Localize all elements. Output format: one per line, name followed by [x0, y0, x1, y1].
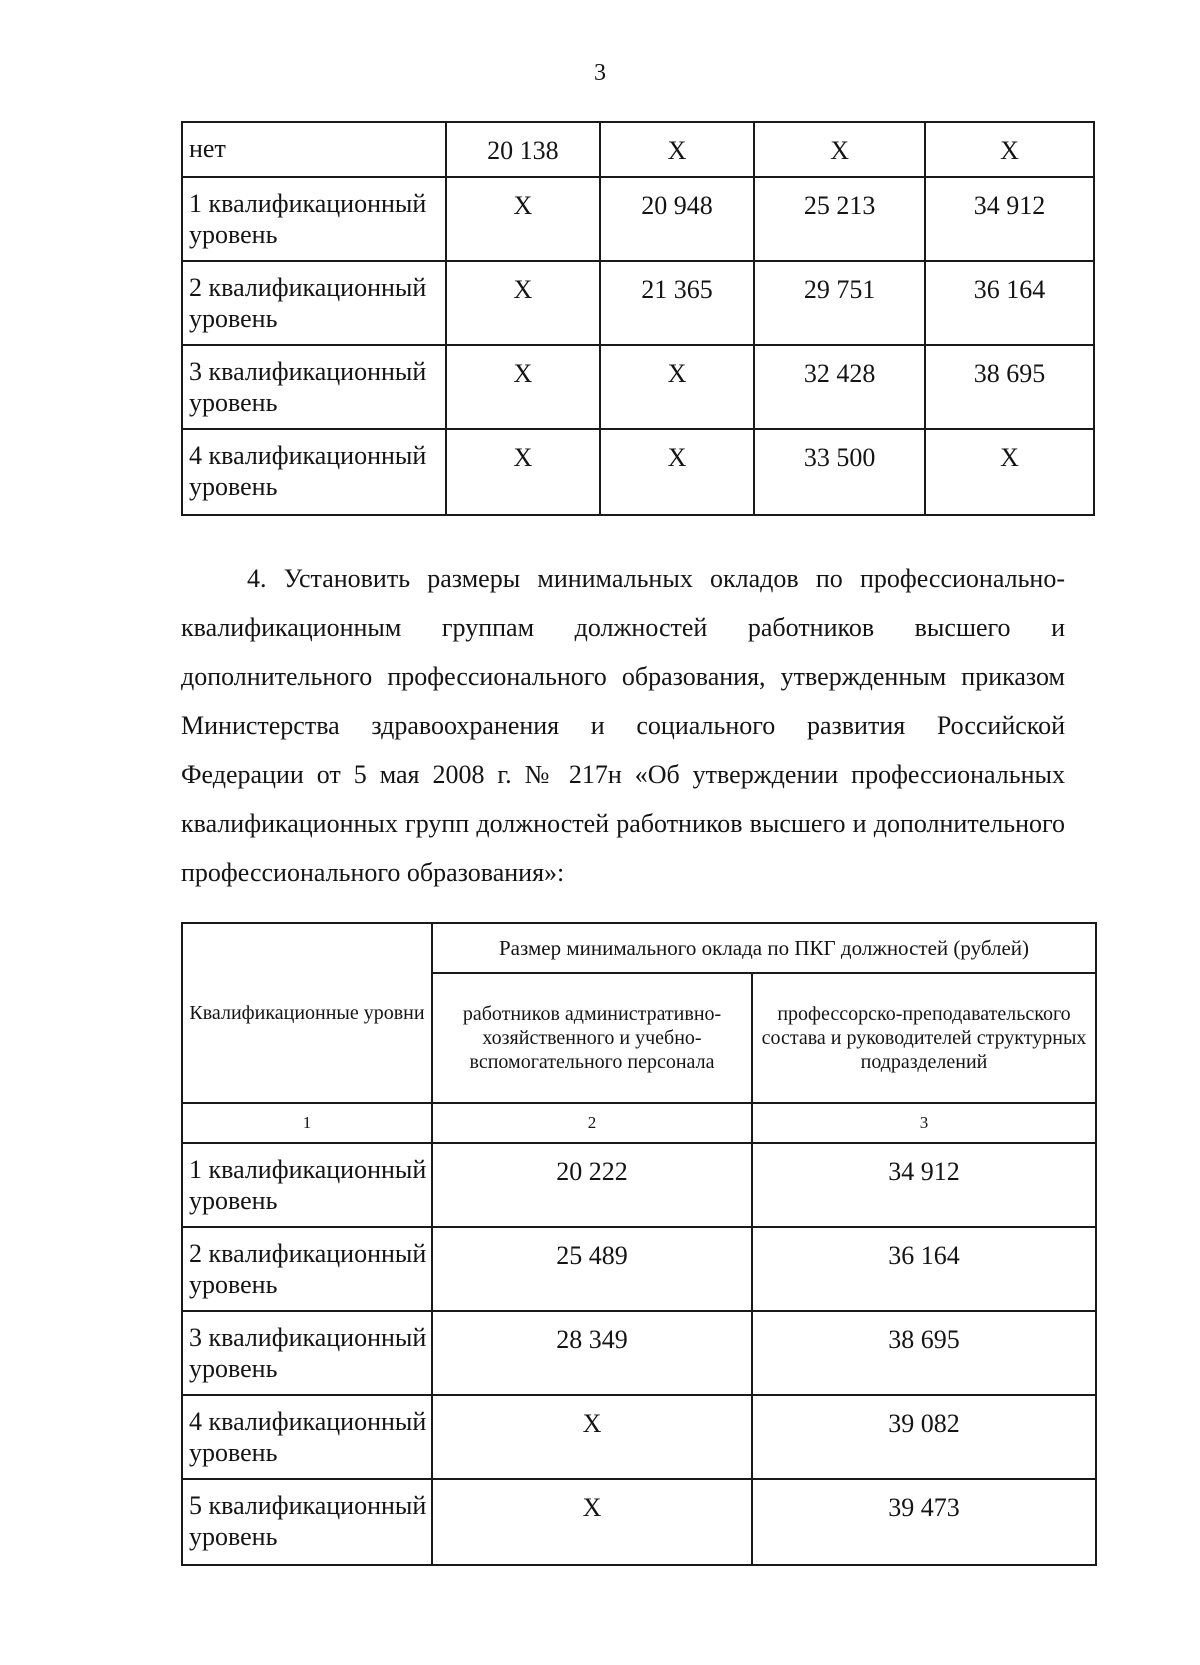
- table-row: [182, 122, 1094, 177]
- table-row: [182, 345, 1094, 429]
- table-cell: 20 948: [600, 177, 754, 261]
- table-cell: 38 695: [752, 1311, 1096, 1395]
- table-cell: X: [446, 429, 600, 515]
- table-cell: 39 082: [752, 1395, 1096, 1479]
- paragraph-text: 4. Установить размеры минимальных окладов по профессионально-квалификационным группам должностей работников высшего и дополнительного профессионального образования, утвержденным приказом Министерства здравоохранения и социального развития Российской Федерации от 5 мая 2008 г. № 217н «Об утверждении профессиональных квалификационных групп должностей работников высшего и дополнительного профессионального образования»:: [181, 564, 1065, 887]
- table-cell: X: [432, 1395, 752, 1479]
- header-group: Размер минимального оклада по ПКГ должностей (рублей): [432, 923, 1096, 973]
- row-label: 3 квалификационный уровень: [182, 1311, 432, 1395]
- table-cell: X: [600, 429, 754, 515]
- table-cell: 25 213: [754, 177, 925, 261]
- table-cell: 28 349: [432, 1311, 752, 1395]
- table-cell: X: [925, 122, 1094, 177]
- header-col-3: профессорско-преподавательского состава и руководителей структурных подразделений: [752, 973, 1096, 1103]
- header-levels: Квалификационные уровни: [182, 923, 432, 1103]
- table-row: [182, 429, 1094, 515]
- column-number: 3: [752, 1103, 1096, 1143]
- paragraph-4: [181, 554, 1065, 897]
- row-label: 1 квалификационный уровень: [182, 1143, 432, 1227]
- page-number: 3: [594, 60, 606, 86]
- table-cell: 34 912: [925, 177, 1094, 261]
- column-number: 2: [432, 1103, 752, 1143]
- table-cell: X: [600, 345, 754, 429]
- table-cell: 25 489: [432, 1227, 752, 1311]
- row-label: 2 квалификационный уровень: [182, 261, 446, 345]
- table-cell: 29 751: [754, 261, 925, 345]
- table-row: [182, 177, 1094, 261]
- column-number: 1: [182, 1103, 432, 1143]
- row-label: 4 квалификационный уровень: [182, 429, 446, 515]
- row-label: 3 квалификационный уровень: [182, 345, 446, 429]
- table-cell: 38 695: [925, 345, 1094, 429]
- row-label: 2 квалификационный уровень: [182, 1227, 432, 1311]
- table-cell: 34 912: [752, 1143, 1096, 1227]
- table-header-row: [182, 923, 1096, 973]
- table-cell: X: [925, 429, 1094, 515]
- table-cell: 21 365: [600, 261, 754, 345]
- row-label: нет: [182, 122, 446, 177]
- table-cell: 32 428: [754, 345, 925, 429]
- table-cell: 33 500: [754, 429, 925, 515]
- table-row: [182, 1227, 1096, 1311]
- row-label: 5 квалификационный уровень: [182, 1479, 432, 1565]
- table-row: [182, 1395, 1096, 1479]
- row-label: 4 квалификационный уровень: [182, 1395, 432, 1479]
- table-cell: X: [446, 261, 600, 345]
- table-cell: 20 222: [432, 1143, 752, 1227]
- table-cell: X: [600, 122, 754, 177]
- header-col-2: работников административно-хозяйственного и учебно-вспомогательного персонала: [432, 973, 752, 1103]
- table-cell: X: [446, 345, 600, 429]
- table-row: [182, 1311, 1096, 1395]
- column-numbers-row: [182, 1103, 1096, 1143]
- table-cell: X: [446, 177, 600, 261]
- table-cell: 36 164: [752, 1227, 1096, 1311]
- table-cell: X: [432, 1479, 752, 1565]
- salary-table-continued: [181, 121, 1095, 516]
- table-cell: 20 138: [446, 122, 600, 177]
- minimum-salary-table: [181, 922, 1097, 1566]
- table-cell: 39 473: [752, 1479, 1096, 1565]
- table-row: [182, 1143, 1096, 1227]
- table-cell: X: [754, 122, 925, 177]
- table-row: [182, 1479, 1096, 1565]
- table-cell: 36 164: [925, 261, 1094, 345]
- table-row: [182, 261, 1094, 345]
- row-label: 1 квалификационный уровень: [182, 177, 446, 261]
